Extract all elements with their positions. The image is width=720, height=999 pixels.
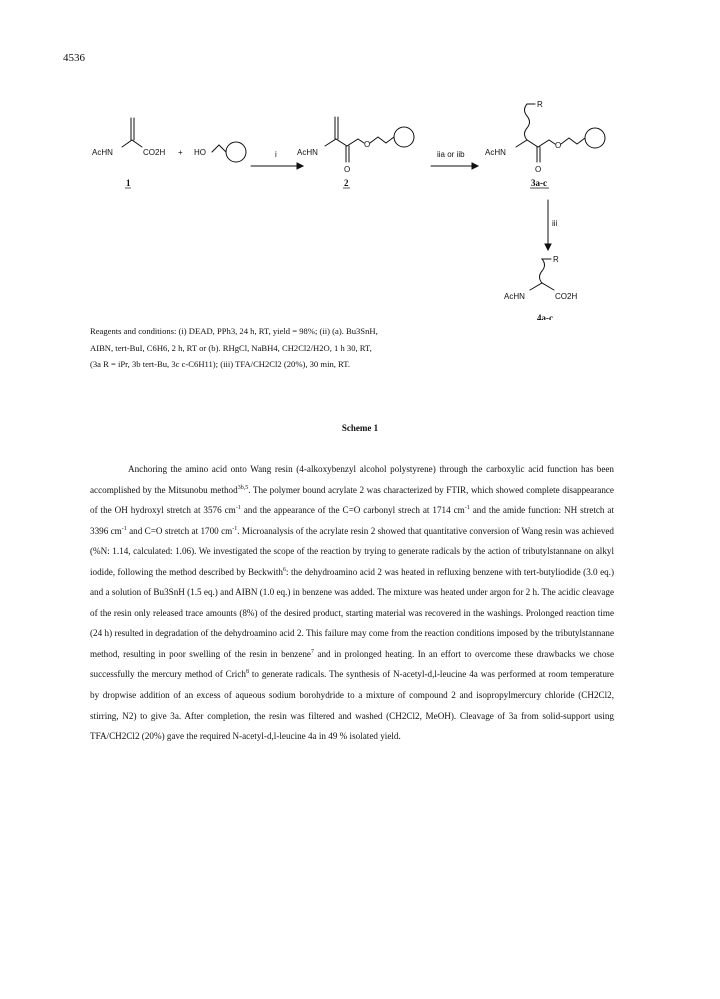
compound-number-4: 4a-c	[537, 313, 553, 320]
compound-2-bonds	[325, 139, 364, 146]
carboxyl-label-1: CO2H	[143, 148, 166, 157]
compound-1-bonds	[122, 140, 142, 147]
r-group-label-3: R	[537, 100, 543, 109]
ester-oxygen-2: O	[364, 140, 371, 149]
superscript: -1	[235, 505, 241, 512]
caption-line-3: (3a R = iPr, 3b tert-Bu, 3c c-C6H11); (iii) TFA/CH2Cl2 (20%), 30 min, RT.	[90, 359, 351, 369]
compound-3-bonds	[516, 140, 555, 147]
resin-bead-2	[394, 127, 414, 147]
step-iii-label: iii	[552, 219, 558, 228]
hydroxyl-label: HO	[194, 148, 206, 157]
acetamido-label-3: AcHN	[485, 148, 506, 157]
acetamido-label-1: AcHN	[92, 148, 113, 157]
acetamido-label-2: AcHN	[297, 148, 318, 157]
acetamido-label-4: AcHN	[504, 292, 525, 301]
body-paragraph	[90, 459, 614, 747]
compound-4-bonds	[530, 283, 554, 290]
body-text: . Microanalysis of the acrylate resin 2 showed that quantitative conversion of Wang resin was achieved (%N: 1.14, calculated: 1.06). We investigated the scope of the reaction by trying to generate radicals by the action of tributylstannane on alkyl iodide, following the method described by Beckwith	[90, 525, 614, 577]
body-text: and the amide function: NH stretch at 3396 cm	[90, 505, 615, 536]
resin-bead	[226, 142, 246, 162]
reaction-scheme	[0, 0, 720, 320]
resin-bead-3	[585, 128, 605, 148]
plus-sign: +	[178, 148, 183, 157]
r-group-label-4: R	[553, 255, 559, 264]
compound-number-3: 3a-c	[531, 178, 547, 188]
body-text: and the appearance of the C=O carbonyl strech at 1714 cm	[240, 505, 465, 516]
body-text: and C=O stretch at 1700 cm	[126, 525, 233, 536]
superscript: -1	[232, 525, 238, 532]
body-text: Anchoring the amino acid onto Wang resin (4-alkoxybenzyl alcohol polystyrene) through the carboxylic acid function has been accomplished by the Mitsunobu method	[90, 464, 614, 495]
carbonyl-oxygen-2: O	[344, 165, 351, 174]
wang-linker-bonds	[212, 145, 226, 152]
carbonyl-oxygen-3: O	[535, 165, 542, 174]
caption-line-2: AIBN, tert-BuI, C6H6, 2 h, RT or (b). RHgCl, NaBH4, CH2Cl2/H2O, 1 h 30, RT,	[90, 342, 372, 353]
body-text: : the dehydroamino acid 2 was heated in refluxing benzene with tert-butyliodide (3.0 eq.) and a solution of Bu3SnH (1.5 eq.) and AIBN (1.0 eq.) in benzene was added. The mixture was heated under argon for 2 h. The acidic cleavage of the resin only released trace amounts (8%) of the desired product, starting material was recovered in the washings. Prolonged reaction time (24 h) resulted in degradation of the dehydroamino acid 2. This failure may come from the reaction conditions imposed by the tributylstannane method, resulting in poor swelling of the resin in benzene	[90, 566, 615, 659]
body-text: and in prolonged heating. In an effort to overcome these drawbacks we chose successfully the mercury method of Crich	[90, 648, 614, 680]
caption-line-1: Reagents and conditions: (i) DEAD, PPh3, 24 h, RT, yield = 98%; (ii) (a). Bu3SnH,	[90, 326, 378, 336]
page-number: 4536	[63, 52, 85, 64]
body-text: to generate radicals. The synthesis of N-acetyl-d,l-leucine 4a was performed at room temperature by dropwise addition of an excess of aqueous sodium borohydride to a mixture of compound 2 and isopropylmercury chloride (CH2Cl2, stirring, N2) to give 3a. After completion, the resin was filtered and washed (CH2Cl2, MeOH). Cleavage of 3a from solid-support using TFA/CH2Cl2 (20%) gave the required N-acetyl-d,l-leucine 4a in 49 % isolated yield.	[90, 669, 614, 742]
step-ii-label: iia or iib	[437, 150, 465, 159]
compound-number-1: 1	[126, 178, 131, 188]
reference: 6	[282, 566, 286, 573]
compound-number-2: 2	[344, 178, 349, 188]
superscript: -1	[464, 505, 470, 512]
step-i-label: i	[275, 150, 277, 159]
reference: 3b,5	[237, 484, 249, 491]
scheme-title: Scheme 1	[341, 423, 379, 433]
ester-oxygen-3: O	[555, 141, 562, 150]
superscript: -1	[121, 525, 127, 532]
reference: 7	[310, 648, 314, 655]
reference: 8	[245, 669, 249, 676]
body-text: . The polymer bound acrylate 2 was characterized by FTIR, which showed complete disappearance of the OH hydroxyl stretch at 3576 cm	[90, 484, 614, 516]
scheme-caption	[90, 323, 530, 373]
carboxyl-label-4: CO2H	[555, 292, 578, 301]
